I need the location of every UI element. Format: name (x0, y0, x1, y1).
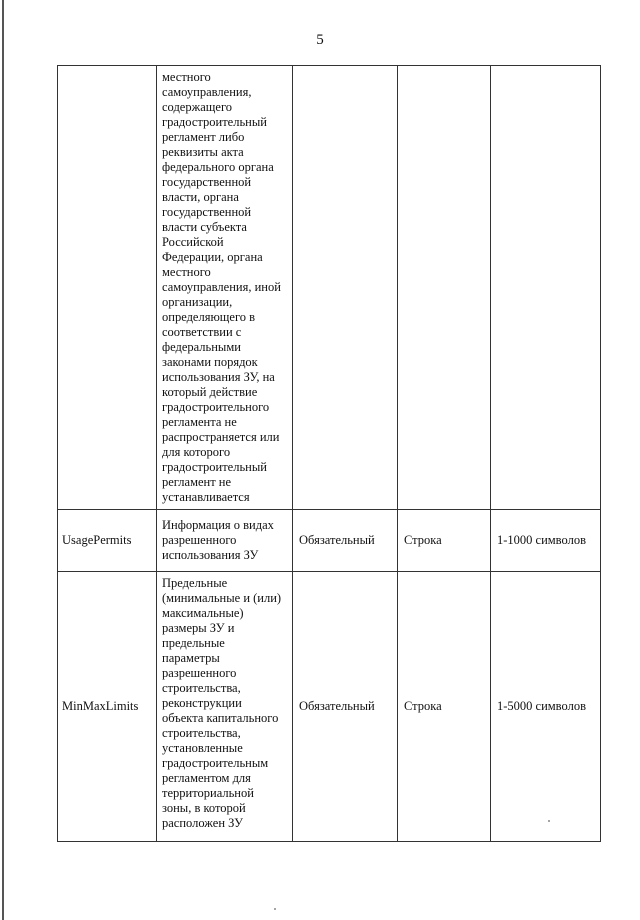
cell-type: Строка (398, 510, 491, 572)
scan-speck (274, 908, 276, 910)
cell-element-name (58, 66, 157, 510)
cell-element-name: UsagePermits (58, 510, 157, 572)
cell-type: Строка (398, 572, 491, 842)
cell-format (491, 66, 601, 510)
cell-format: 1-5000 символов (491, 572, 601, 842)
table-row (58, 66, 601, 510)
cell-format: 1-1000 символов (491, 510, 601, 572)
table-row (58, 510, 601, 572)
description-text: Предельные (минимальные и (или) максимальные) размеры ЗУ и предельные параметры разрешенного строительства, реконструкции объекта капитального строительства, установленные градостроительным регламентом для территориальной зоны, в которой расположен ЗУ (162, 576, 282, 830)
table-row (58, 572, 601, 842)
cell-description (157, 572, 293, 842)
cell-requirement: Обязательный (293, 572, 398, 842)
description-text: местного самоуправления, содержащего градостроительный регламент либо реквизиты акта федерального органа государственной власти, органа государственной власти субъекта Российской Федерации, органа местного самоуправления, иной организации, определяющего в соответствии с федеральными законами порядок использования ЗУ, на который действие градостроительного регламента не распространяется или для которого градостроительный регламент не устанавливается (162, 70, 281, 504)
cell-element-name: MinMaxLimits (58, 572, 157, 842)
cell-requirement: Обязательный (293, 510, 398, 572)
requirements-table (57, 65, 601, 842)
page-number: 5 (316, 32, 324, 48)
cell-requirement (293, 66, 398, 510)
cell-description (157, 510, 293, 572)
cell-description (157, 66, 293, 510)
cell-type (398, 66, 491, 510)
scan-speck (548, 820, 550, 822)
scan-left-edge (2, 0, 4, 920)
description-text: Информация о видах разрешенного использования ЗУ (162, 518, 274, 562)
